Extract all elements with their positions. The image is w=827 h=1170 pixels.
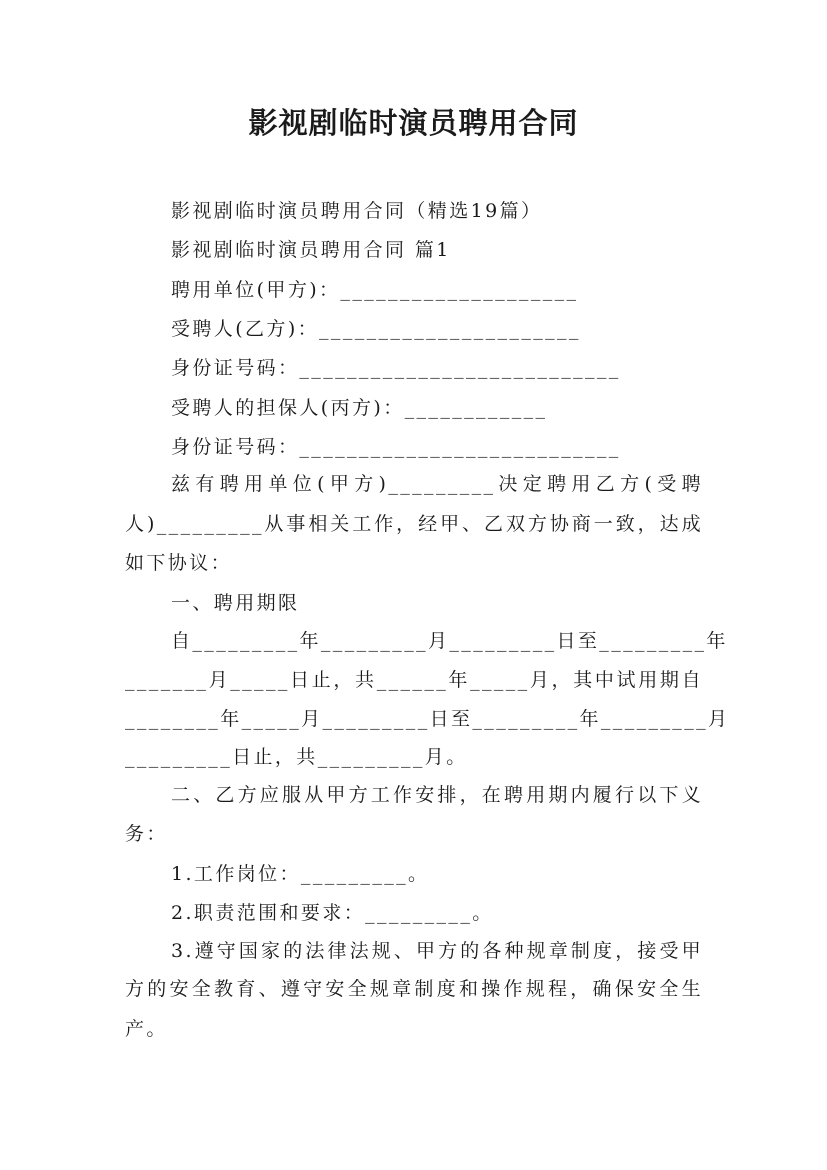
party-a-field: 聘用单位(甲方)：____________________ bbox=[171, 279, 579, 301]
document-title: 影视剧临时演员聘用合同 bbox=[248, 106, 579, 140]
paragraph-line: 产。 bbox=[125, 1018, 168, 1040]
paragraph-line: ________年_____月_________日至_________年_________月 bbox=[125, 708, 730, 730]
subtitle-line: 影视剧临时演员聘用合同（精选19篇） bbox=[171, 200, 543, 222]
id-number-field: 身份证号码：___________________________ bbox=[171, 357, 621, 379]
paragraph-line: _________日止，共_________月。 bbox=[125, 746, 468, 768]
paragraph-line: 务： bbox=[125, 823, 168, 845]
paragraph-line: 人)_________从事相关工作，经甲、乙双方协商一致，达成 bbox=[125, 513, 703, 535]
paragraph-line: _______月_____日止，共______年_____月，其中试用期自 bbox=[125, 669, 703, 691]
clause-heading: 一、聘用期限 bbox=[171, 592, 300, 614]
guarantor-id-field: 身份证号码：___________________________ bbox=[171, 436, 621, 458]
guarantor-field: 受聘人的担保人(丙方)：____________ bbox=[171, 397, 548, 419]
clause-heading: 二、乙方应服从甲方工作安排，在聘用期内履行以下义 bbox=[171, 784, 703, 806]
list-item: 3.遵守国家的法律法规、甲方的各种规章制度，接受甲 bbox=[171, 940, 703, 962]
party-b-field: 受聘人(乙方)：______________________ bbox=[171, 318, 581, 340]
paragraph-line: 自_________年_________月_________日至_________年 bbox=[171, 630, 728, 652]
list-item: 2.职责范围和要求：_________。 bbox=[171, 902, 494, 924]
list-item: 1.工作岗位：_________。 bbox=[171, 863, 430, 885]
paragraph-line: 如下协议： bbox=[125, 552, 233, 574]
paragraph-line: 兹有聘用单位(甲方)_________决定聘用乙方(受聘 bbox=[171, 473, 703, 495]
paragraph-line: 方的安全教育、遵守安全规章制度和操作规程，确保安全生 bbox=[125, 978, 703, 1000]
section-heading-line: 影视剧临时演员聘用合同 篇1 bbox=[171, 239, 451, 261]
